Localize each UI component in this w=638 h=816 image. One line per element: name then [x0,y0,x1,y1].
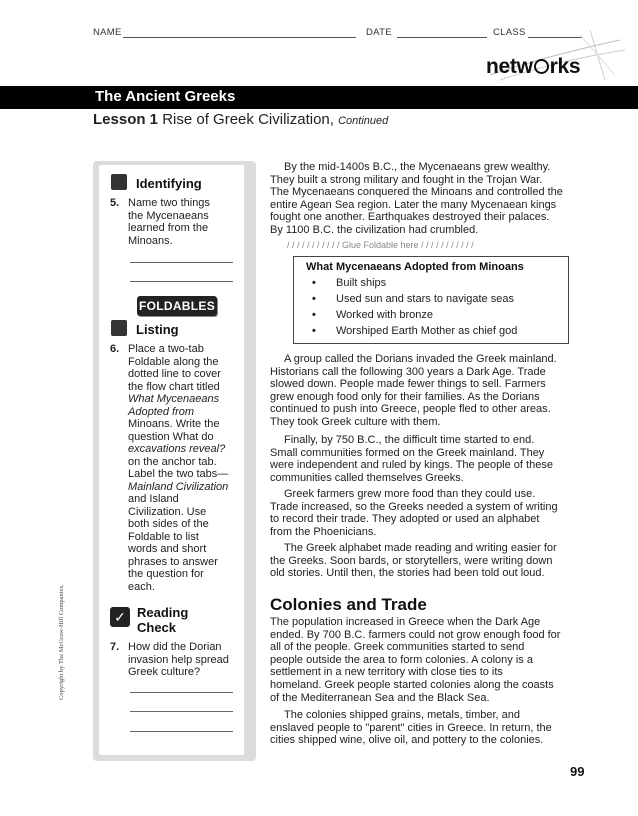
lesson-heading [93,111,388,128]
listing-heading: Listing [136,322,179,337]
answer-line-7b[interactable] [130,711,233,712]
answer-line-7c[interactable] [130,731,233,732]
date-label: DATE [366,27,392,38]
question-6-number: 6. [110,343,120,355]
paragraph-1: By the mid-1400s B.C., the Mycenaeans grew wealthy. They built a strong military and fought in the Trojan War. The Mycenaeans conquered the Minoans and controlled the entire Agean Sea region. Later the many Mycenaean kings fought one another. Earthquakes destroyed their palaces. By 1100 B.C. the civilization had crumbled. [270,161,563,236]
lesson-number: Lesson 1 [93,111,159,128]
box-item: • Worshiped Earth Mother as chief god [312,325,518,337]
paragraph-5: The Greek alphabet made reading and writing easier for the Greeks. Soon bards, or storytellers, were writing down old stories. Until then, the stories had been told out loud. [270,542,557,580]
paragraph-7: The colonies shipped grains, metals, timber, and enslaved people to "parent" cities in Greece. In return, the cities shipped wine, olive oil, and pottery to the colonies. [270,709,552,747]
section-heading: Colonies and Trade [270,595,427,614]
page-number: 99 [570,764,585,779]
chapter-title: The Ancient Greeks [95,88,236,105]
class-label: CLASS [493,27,526,38]
question-6-text: Place a two-tab Foldable along the dotted line to cover the flow chart titled What Mycenaeans Adopted from Minoans. Write the question What do excavations reveal? on the anchor tab. Label the two tabs— Mainland Civilization and Island Civilization. Use both sides of the Foldable to list words and short phrases to answer the question for each. [128,343,229,593]
networks-logo: netw rks [486,55,581,78]
reading-check-heading: Reading Check [137,605,189,635]
question-7-number: 7. [110,641,120,653]
box-item: • Used sun and stars to navigate seas [312,293,514,305]
name-line [123,37,356,38]
question-7-text: How did the Dorian invasion help spread Greek culture? [128,641,229,678]
lesson-title: Rise of Greek Civilization, [162,111,334,128]
name-label: NAME [93,27,122,38]
box-title: What Mycenaeans Adopted from Minoans [306,261,524,273]
chapter-title-bar [0,86,638,109]
adopted-from-minoans-box [293,256,569,344]
paragraph-6: The population increased in Greece when the Dark Age ended. By 700 B.C. farmers could not grow enough food for all of the people. Greek communities started to send people outside the area to form colonies. A colony is a settlement in a new territory with close ties to its homeland. Greek people started colonies along the coasts of the Mediterranean Sea and the Black Sea. [270,616,561,704]
reading-check-icon: ✓ [110,607,130,627]
lesson-continued: Continued [338,115,389,127]
answer-line-7a[interactable] [130,692,233,693]
box-item: • Worked with bronze [312,309,434,321]
listing-icon [111,320,127,336]
identifying-heading: Identifying [136,176,202,191]
glue-foldable-line: / / / / / / / / / / / Glue Foldable here / / / / / / / / / / / [287,240,474,250]
question-5-number: 5. [110,197,120,209]
box-item: • Built ships [312,277,387,289]
answer-line-5b[interactable] [130,281,233,282]
question-5-text: Name two things the Mycenaeans learned from the Minoans. [128,197,210,247]
paragraph-3: Finally, by 750 B.C., the difficult time started to end. Small communities formed on the Greek mainland. They were independent and ruled by kings. The people of these communities called themselves Greeks. [270,434,553,484]
paragraph-4: Greek farmers grew more food than they could use. Trade increased, so the Greeks needed a system of writing to record their trade. They adopted or used an alphabet from the Phoenicians. [270,488,558,538]
identifying-icon [111,174,127,190]
paragraph-2: A group called the Dorians invaded the Greek mainland. Historians call the following 300 years a Dark Age. Trade slowed down. People made fewer things to sell. Farmers grew enough food only for their families. As the Dorians continued to push into Greece, people fled to other areas. They took Greek culture with them. [270,353,557,428]
answer-line-5a[interactable] [130,262,233,263]
copyright-notice: Copyright by The McGraw-Hill Companies. [58,584,65,700]
logo-ring-icon [534,59,549,74]
foldables-badge: FOLDABLES [137,296,217,316]
